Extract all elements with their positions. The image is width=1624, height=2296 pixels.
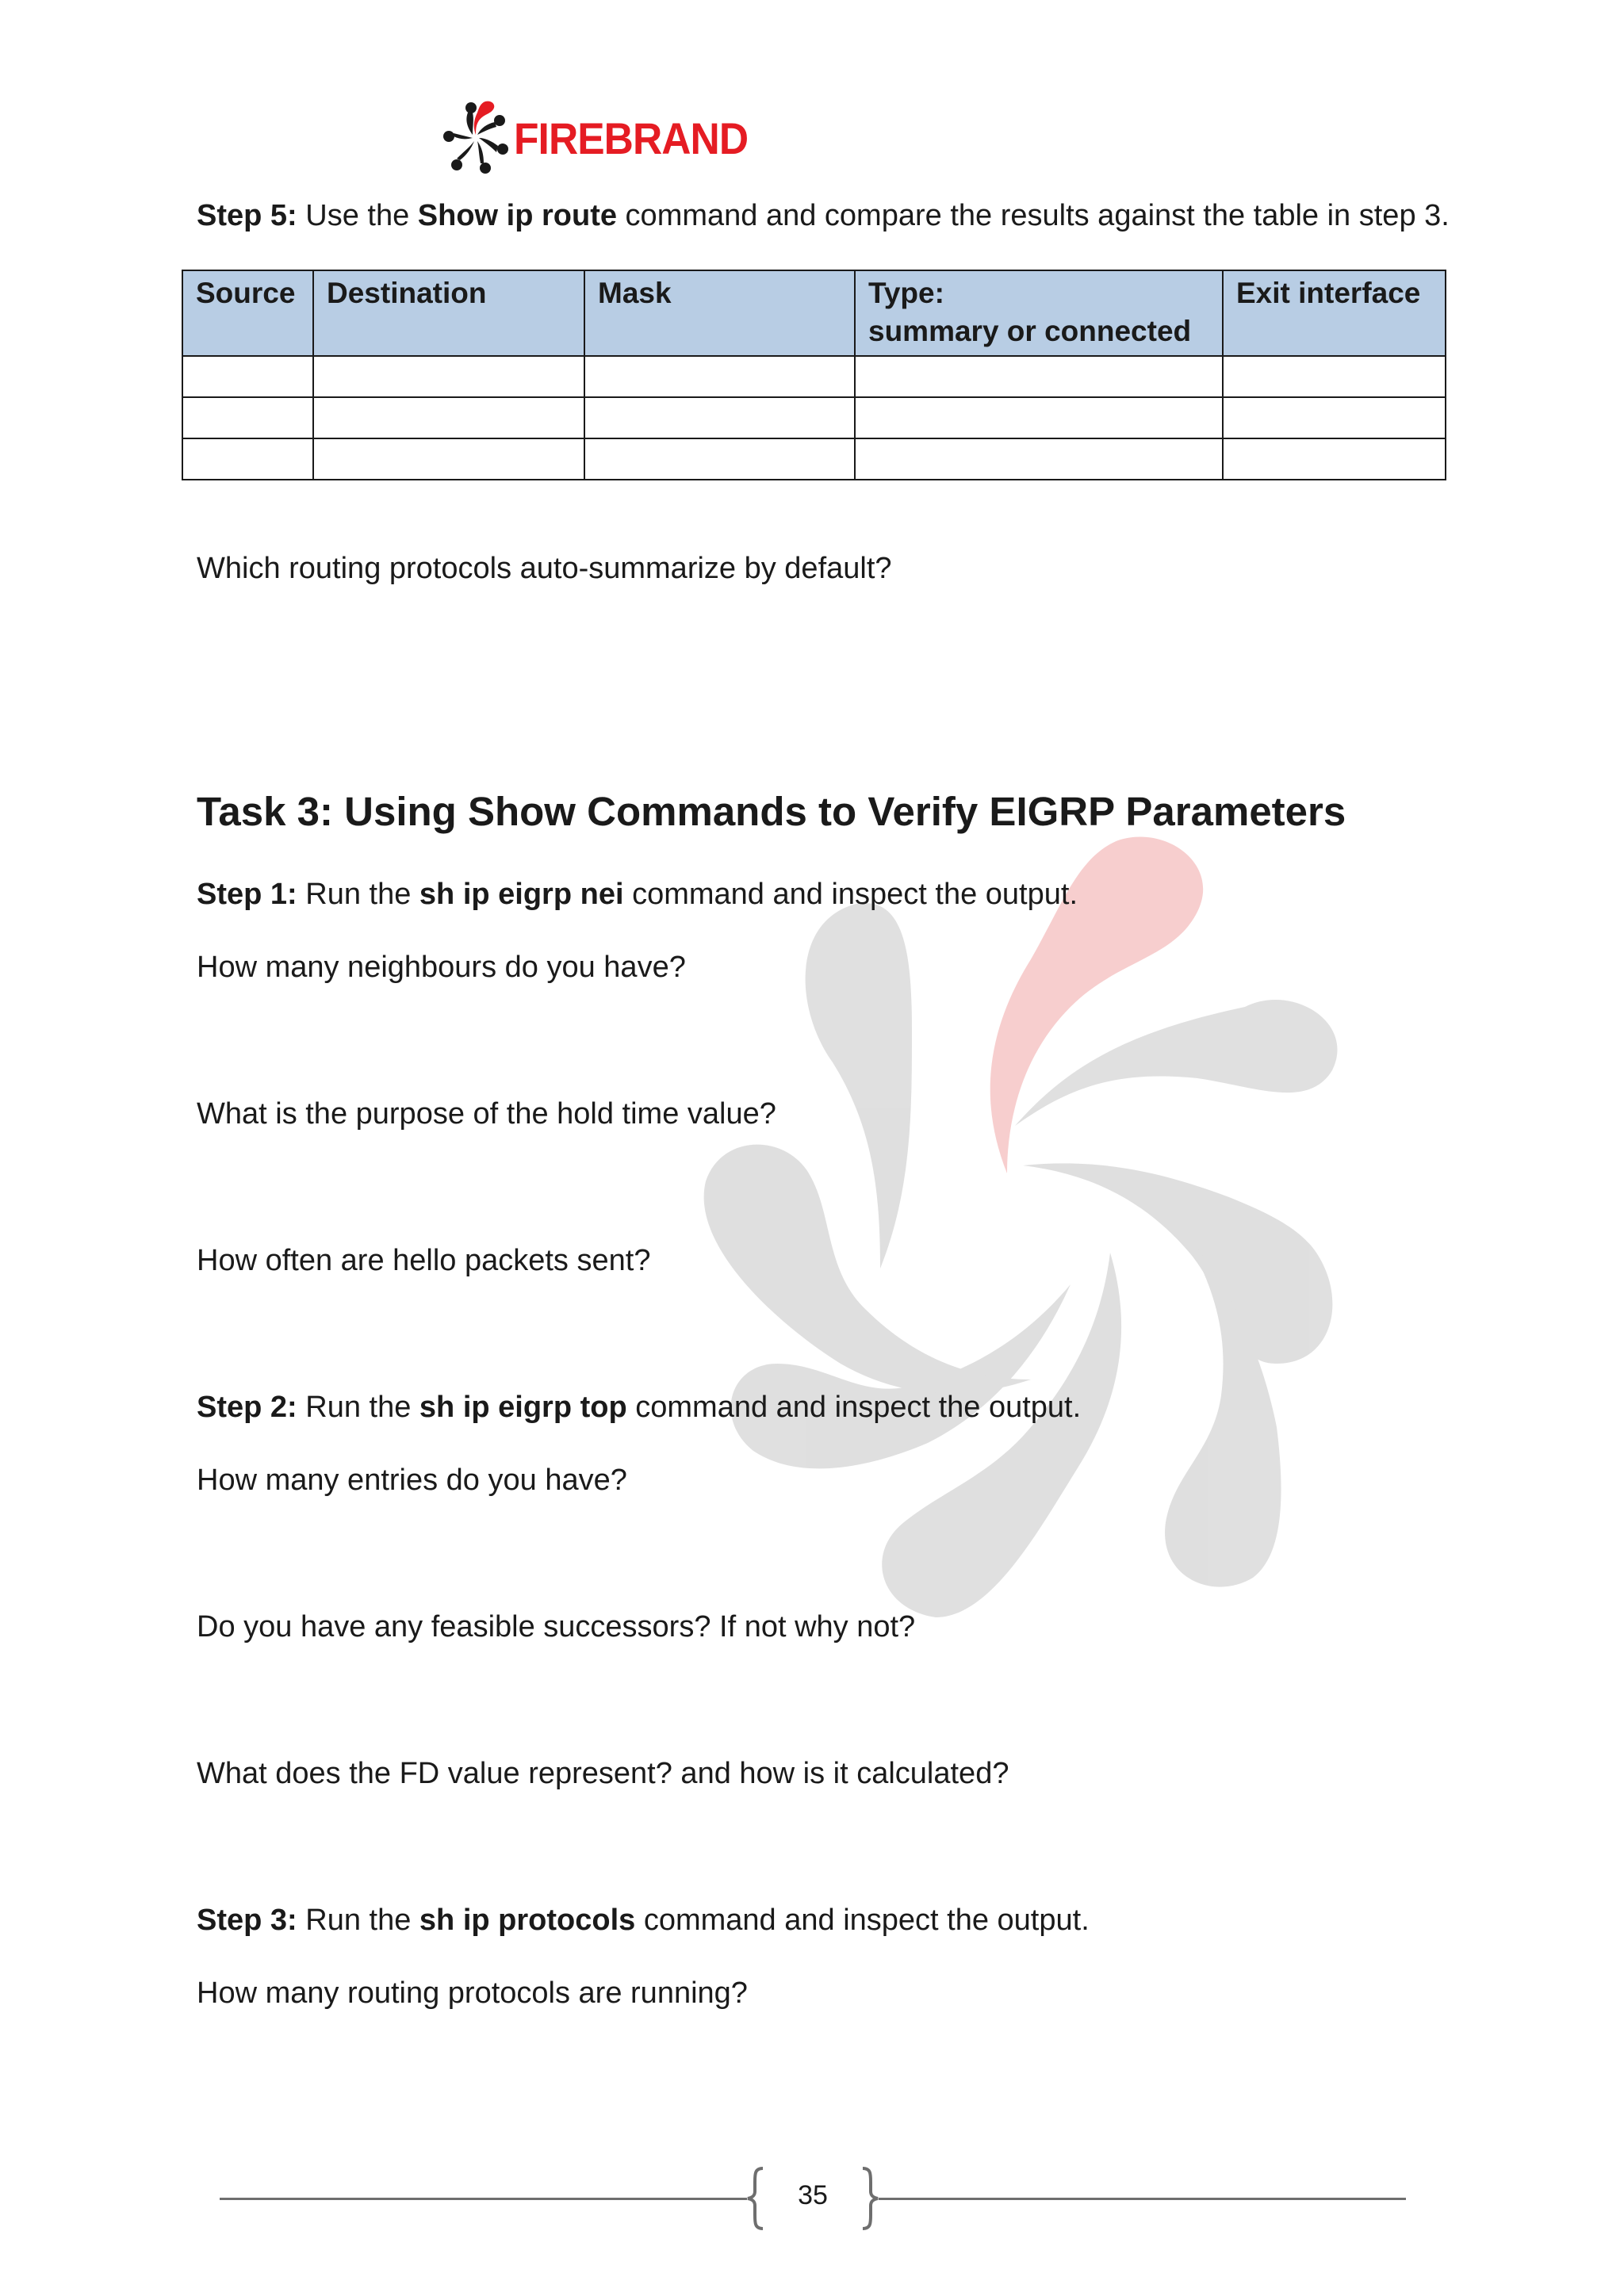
watermark-petal [1015,1000,1338,1126]
step-label: Step 3: [197,1904,297,1937]
step5-instruction: Step 5: Use the Show ip route command and compare the results against the table in step 3. [197,199,1450,232]
footer-rule-right [879,2198,1406,2200]
col-header-destination: Destination [313,270,584,356]
table-cell[interactable] [313,356,584,397]
question-auto-summarize: Which routing protocols auto-summarize by default? [197,552,892,585]
step-label: Step 1: [197,878,297,911]
command-text: sh ip protocols [419,1904,636,1937]
right-brace-icon [860,2166,880,2231]
watermark-petal [1023,1163,1332,1364]
table-row [182,356,1446,397]
command-text: sh ip eigrp top [419,1391,627,1424]
step-label: Step 2: [197,1391,297,1424]
question-fd-value: What does the FD value represent? and how is it calculated? [197,1757,1009,1790]
table-cell[interactable] [182,397,313,438]
table-row [182,397,1446,438]
step2-instruction: Step 2: Run the sh ip eigrp top command and inspect the output. [197,1391,1082,1424]
question-entries: How many entries do you have? [197,1464,627,1497]
page-number: 35 [798,2180,828,2210]
table-cell[interactable] [584,438,855,480]
step1-instruction: Step 1: Run the sh ip eigrp nei command and inspect the output. [197,878,1078,911]
firebrand-logo [441,97,749,184]
command-text: Show ip route [417,199,617,232]
question-neighbours: How many neighbours do you have? [197,951,686,984]
table-cell[interactable] [1223,397,1446,438]
task3-heading: Task 3: Using Show Commands to Verify EIGRP Parameters [197,789,1346,834]
table-cell[interactable] [855,356,1223,397]
route-comparison-table [182,270,1446,480]
col-header-source: Source [182,270,313,356]
table-cell[interactable] [313,438,584,480]
question-feasible-successors: Do you have any feasible successors? If not why not? [197,1610,916,1644]
question-hello-packets: How often are hello packets sent? [197,1244,651,1277]
table-cell[interactable] [855,397,1223,438]
col-subheader-type: summary or connected [868,315,1192,348]
step-label: Step 5: [197,199,297,232]
col-header-mask: Mask [584,270,855,356]
table-cell[interactable] [182,438,313,480]
step3-instruction: Step 3: Run the sh ip protocols command and inspect the output. [197,1904,1090,1937]
table-cell[interactable] [313,397,584,438]
logo-text: FIREBRAND [514,113,749,163]
col-header-type: Type: summary or connected [855,270,1223,356]
table-cell[interactable] [584,356,855,397]
question-routing-protocols: How many routing protocols are running? [197,1976,748,2010]
firebrand-watermark [674,825,1404,1633]
footer-rule-left [220,2198,747,2200]
table-cell[interactable] [855,438,1223,480]
col-header-exit-interface: Exit interface [1223,270,1446,356]
table-cell[interactable] [182,356,313,397]
question-hold-time: What is the purpose of the hold time value? [197,1097,776,1131]
table-cell[interactable] [584,397,855,438]
table-cell[interactable] [1223,356,1446,397]
watermark-petal [704,1145,1031,1394]
firebrand-swirl-icon [441,97,512,176]
table-header-row [182,270,1446,356]
table-row [182,438,1446,480]
left-brace-icon [745,2166,766,2231]
table-cell[interactable] [1223,438,1446,480]
command-text: sh ip eigrp nei [419,878,624,911]
